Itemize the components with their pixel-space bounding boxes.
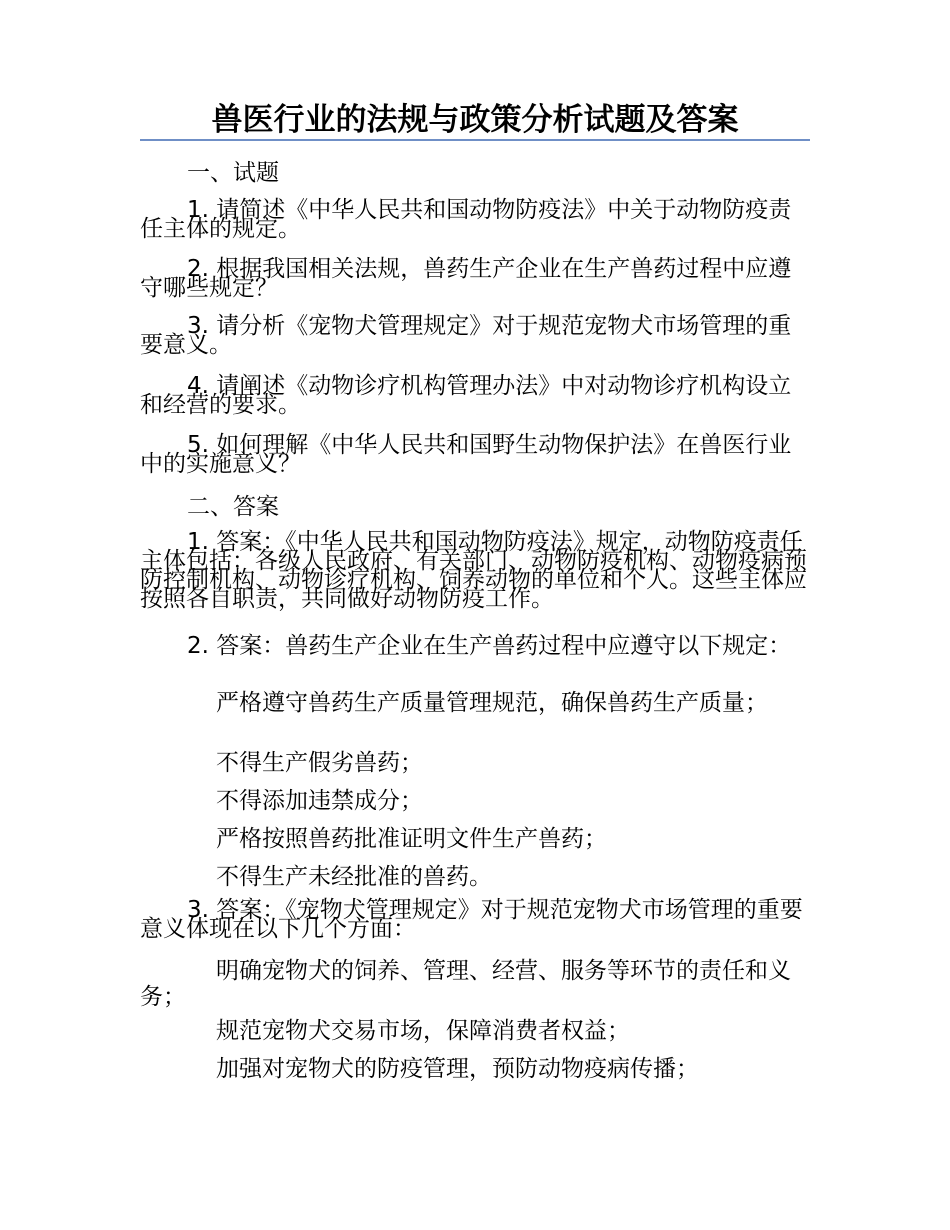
question-3: 3. 请分析《宠物犬管理规定》对于规范宠物犬市场管理的重要意义。 <box>140 313 792 358</box>
answer-3-intro: 3. 答案：《宠物犬管理规定》对于规范宠物犬市场管理的重要意义体现在以下几个方面： <box>140 897 803 942</box>
question-5: 5. 如何理解《中华人民共和国野生动物保护法》在兽医行业中的实施意义？ <box>140 432 792 477</box>
answer-2-intro: 2. 答案：兽药生产企业在生产兽药过程中应遵守以下规定： <box>187 633 792 659</box>
title-underline <box>140 139 810 141</box>
answer-1: 1. 答案：《中华人民共和国动物防疫法》规定，动物防疫责任主体包括：各级人民政府、有关部门、动物防疫机构、动物疫病预防控制机构、动物诊疗机构、饲养动物的单位和个人。这些主体应按照各自职责，共同做好动物防疫工作。 <box>140 529 807 612</box>
section-heading-questions: 一、试题 <box>187 160 279 186</box>
question-4: 4. 请阐述《动物诊疗机构管理办法》中对动物诊疗机构设立和经营的要求。 <box>140 373 792 418</box>
answer-2-item-3: 不得添加违禁成分； <box>216 788 423 814</box>
answer-2-item-1: 严格遵守兽药生产质量管理规范，确保兽药生产质量； <box>216 690 768 716</box>
answer-3-item-2: 规范宠物犬交易市场，保障消费者权益； <box>216 1018 630 1044</box>
section-heading-answers: 二、答案 <box>187 494 279 520</box>
question-2: 2. 根据我国相关法规，兽药生产企业在生产兽药过程中应遵守哪些规定？ <box>140 256 792 301</box>
answer-3-item-1: 明确宠物犬的饲养、管理、经营、服务等环节的责任和义务； <box>140 958 791 1010</box>
answer-3-item-3: 加强对宠物犬的防疫管理，预防动物疫病传播； <box>216 1056 699 1082</box>
document-title: 兽医行业的法规与政策分析试题及答案 <box>211 102 739 138</box>
question-1: 1. 请简述《中华人民共和国动物防疫法》中关于动物防疫责任主体的规定。 <box>140 197 792 242</box>
answer-2-item-4: 严格按照兽药批准证明文件生产兽药； <box>216 826 607 852</box>
answer-2-item-5: 不得生产未经批准的兽药。 <box>216 864 492 890</box>
answer-2-item-2: 不得生产假劣兽药； <box>216 750 423 776</box>
